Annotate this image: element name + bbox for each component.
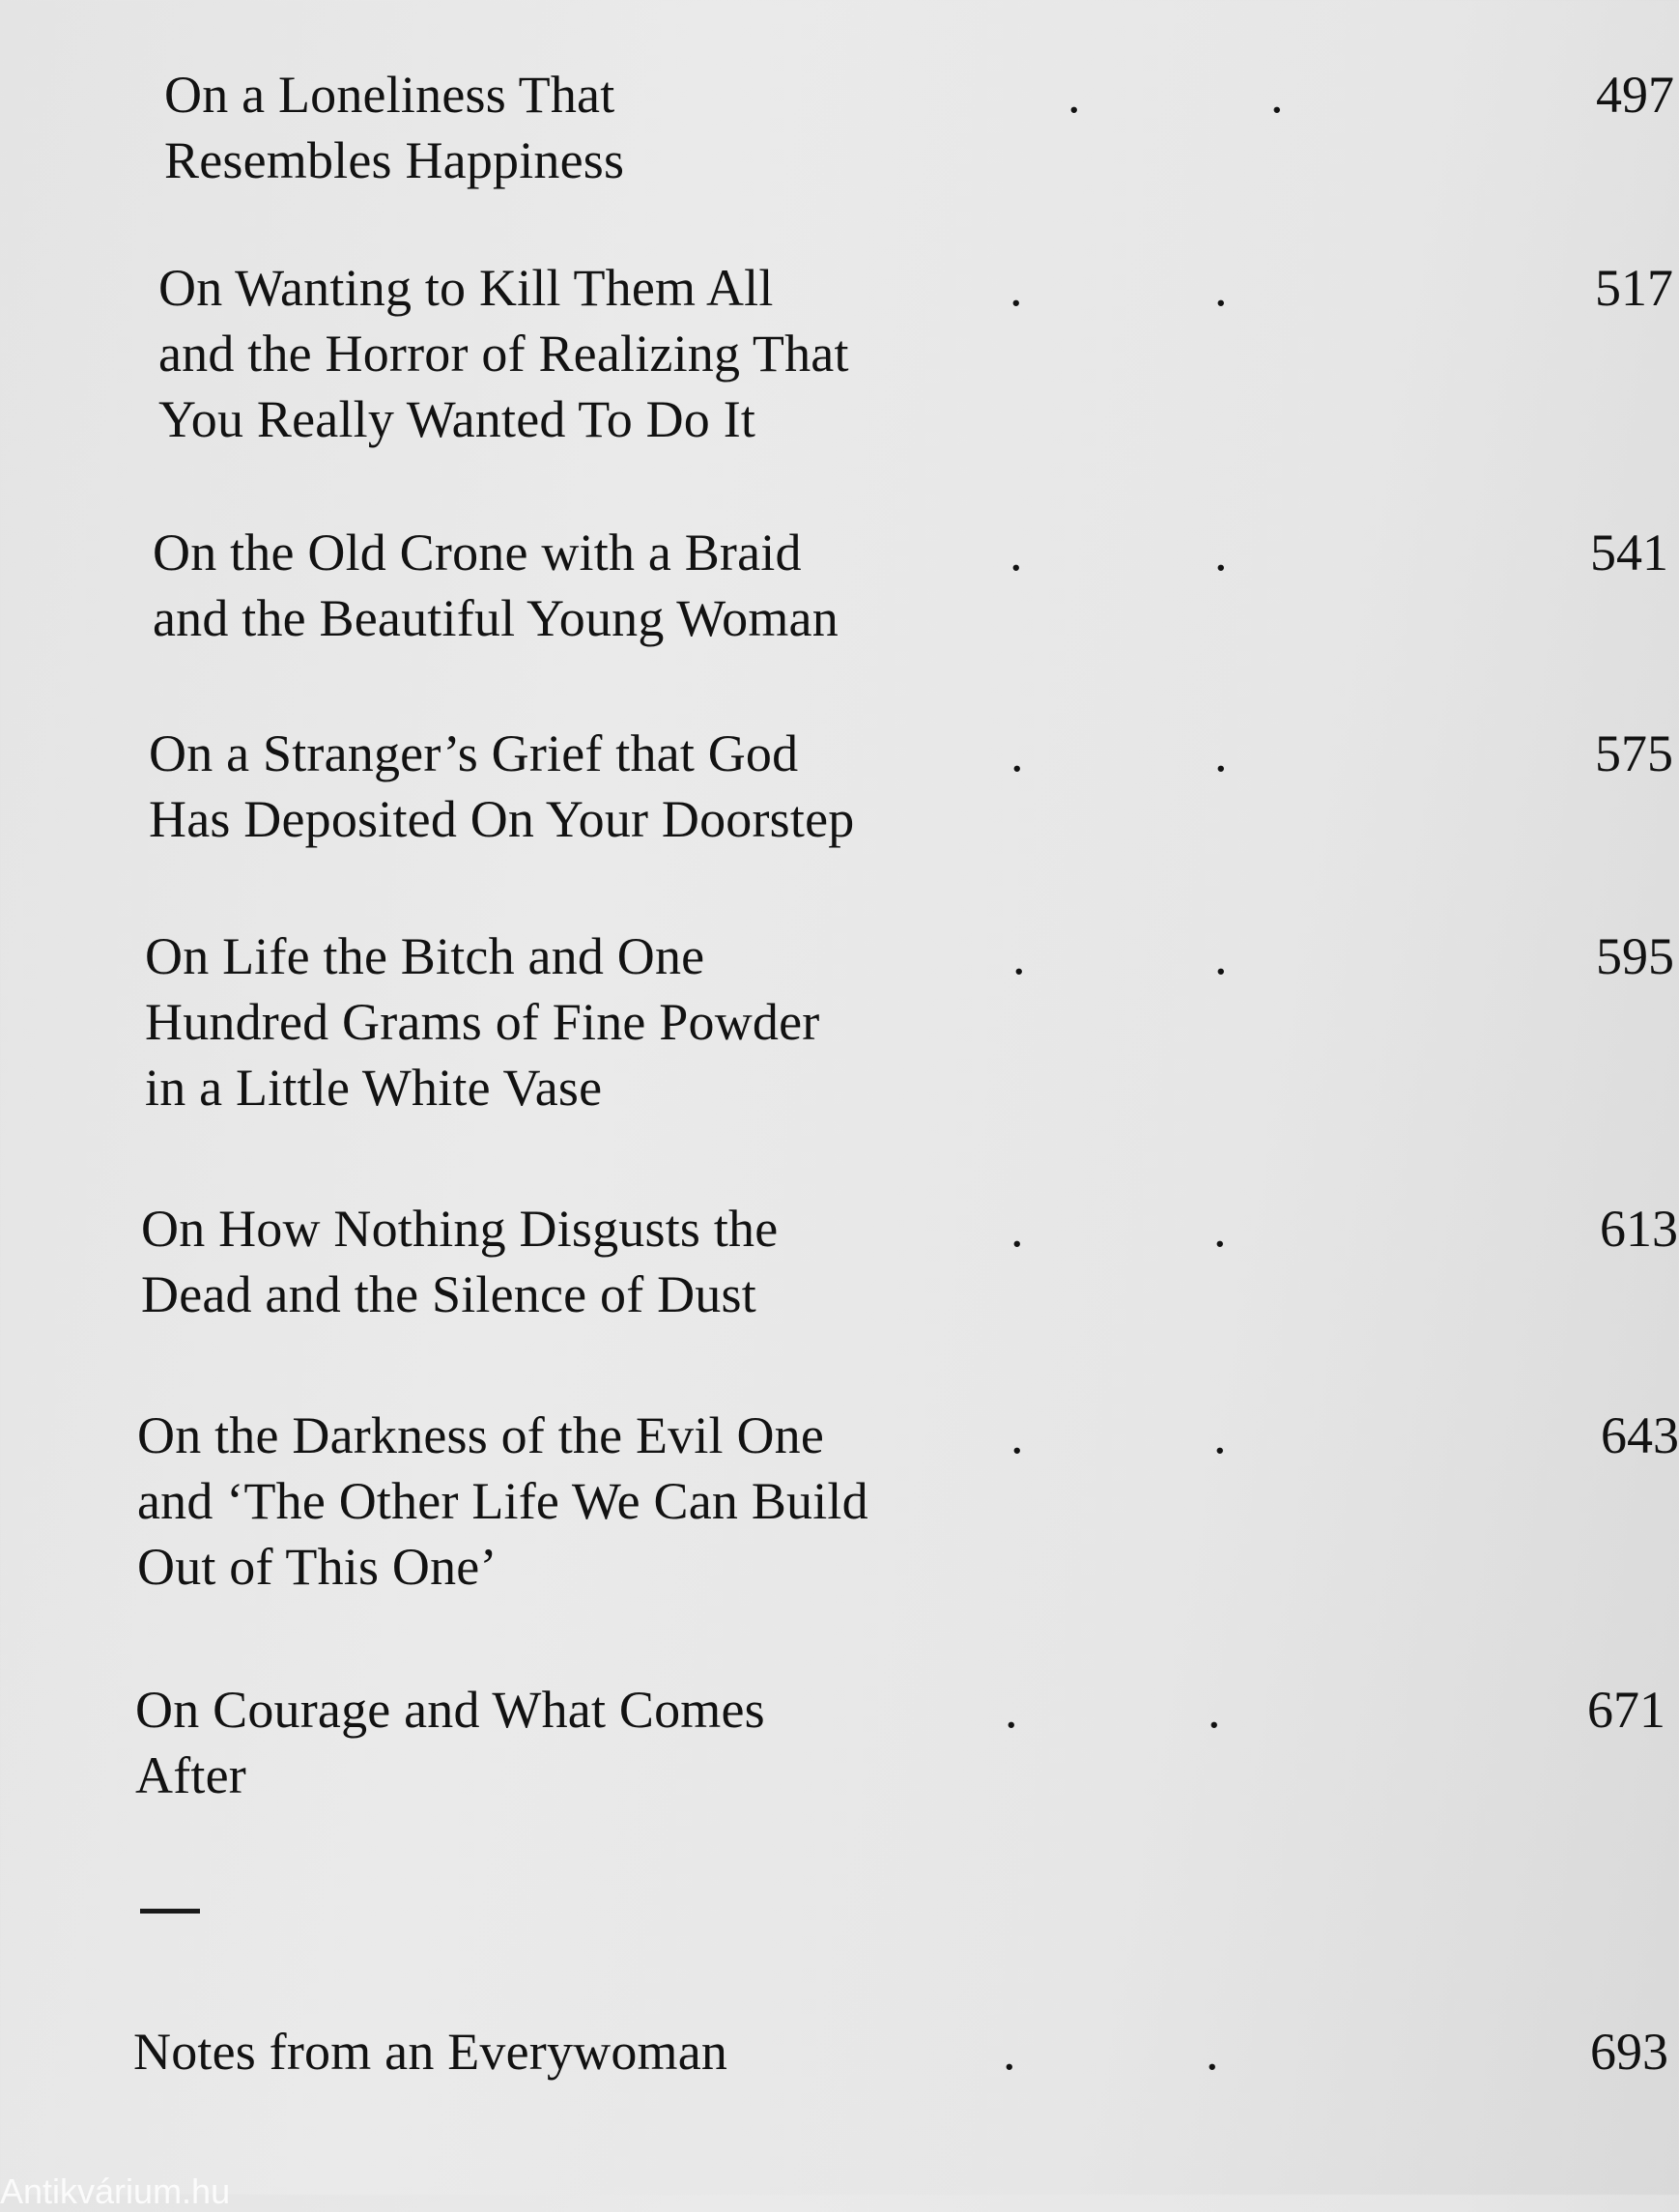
toc-entry-title-line: On a Stranger’s Grief that God: [149, 724, 799, 782]
leader-dot: .: [1270, 66, 1284, 124]
toc-entry: [135, 1677, 1665, 1804]
toc-entry-title-line: On Wanting to Kill Them All: [158, 259, 774, 317]
toc-entry-title-line: and ‘The Other Life We Can Build: [137, 1472, 868, 1530]
toc-entry-title-line: On Life the Bitch and One: [145, 927, 705, 985]
leader-dot: .: [1012, 927, 1026, 985]
toc-entry-title-line: and the Beautiful Young Woman: [153, 589, 839, 647]
toc-entry-title-line: and the Horror of Realizing That: [158, 325, 849, 383]
toc-entry: [141, 1196, 1678, 1323]
toc-entry-title: [153, 520, 1003, 651]
toc-entry-title-line: Has Deposited On Your Doorstep: [149, 790, 855, 848]
toc-entry-title-line: You Really Wanted To Do It: [158, 390, 756, 448]
toc-entry-title: [141, 1196, 991, 1327]
leader-dot: .: [1010, 524, 1023, 581]
toc-page-number: 671: [1587, 1681, 1665, 1739]
toc-entry: [145, 923, 1674, 1117]
toc-entry: [158, 255, 1673, 448]
leader-dot: .: [1214, 259, 1228, 317]
leader-dot: .: [1010, 259, 1023, 317]
toc-page-number: 693: [1590, 2023, 1668, 2081]
toc-entry-title-line: in a Little White Vase: [145, 1059, 603, 1117]
toc-entry-title-line: On a Loneliness That: [164, 66, 615, 124]
toc-page-number: 613: [1600, 1200, 1678, 1258]
leader-dot: .: [1214, 927, 1228, 985]
toc-entry-title-line: Hundred Grams of Fine Powder: [145, 993, 820, 1051]
watermark-text: Antikvárium.hu: [0, 2171, 231, 2211]
section-divider: [140, 1909, 200, 1914]
leader-dot: .: [1214, 524, 1228, 581]
toc-page-number: 595: [1596, 927, 1674, 985]
leader-dot: .: [1003, 2023, 1016, 2081]
toc-page-number: 541: [1590, 524, 1668, 581]
toc-entry-title: [133, 2019, 983, 2084]
toc-entry-title: [145, 923, 995, 1120]
leader-dot: .: [1208, 1681, 1221, 1739]
leader-dot: .: [1213, 1406, 1227, 1464]
toc-entry: [164, 62, 1674, 189]
toc-entry-title-line: Notes from an Everywoman: [133, 2023, 728, 2081]
toc-entry-title: [164, 62, 1014, 193]
toc-entry-title-line: Out of This One’: [137, 1538, 498, 1596]
toc-entry-final: [133, 2019, 1668, 2081]
toc-entry-title-line: Resembles Happiness: [164, 131, 625, 189]
toc-page-number: 497: [1596, 66, 1674, 124]
toc-entry-title-line: After: [135, 1746, 246, 1804]
toc-entry-title: [158, 255, 1009, 452]
toc-entry-title: [149, 721, 999, 852]
toc-entry-title-line: On the Darkness of the Evil One: [137, 1406, 825, 1464]
toc-entry-title: [135, 1677, 985, 1808]
leader-dot: .: [1010, 1406, 1024, 1464]
toc-entry: [149, 721, 1673, 848]
toc-page-number: 643: [1601, 1406, 1679, 1464]
leader-dot: .: [1010, 724, 1024, 782]
leader-dot: .: [1067, 66, 1081, 124]
toc-entry: [137, 1403, 1679, 1596]
leader-dot: .: [1005, 1681, 1018, 1739]
leader-dot: .: [1213, 1200, 1227, 1258]
toc-entry-title-line: On the Old Crone with a Braid: [153, 524, 802, 581]
toc-page-number: 517: [1595, 259, 1673, 317]
toc-entry-title-line: Dead and the Silence of Dust: [141, 1265, 756, 1323]
toc-entry-title: [137, 1403, 987, 1600]
leader-dot: .: [1214, 724, 1228, 782]
toc-page-number: 575: [1595, 724, 1673, 782]
toc-entry-title-line: On How Nothing Disgusts the: [141, 1200, 779, 1258]
toc-entry-title-line: On Courage and What Comes: [135, 1681, 765, 1739]
leader-dot: .: [1010, 1200, 1024, 1258]
toc-entry: [153, 520, 1668, 647]
leader-dot: .: [1206, 2023, 1219, 2081]
